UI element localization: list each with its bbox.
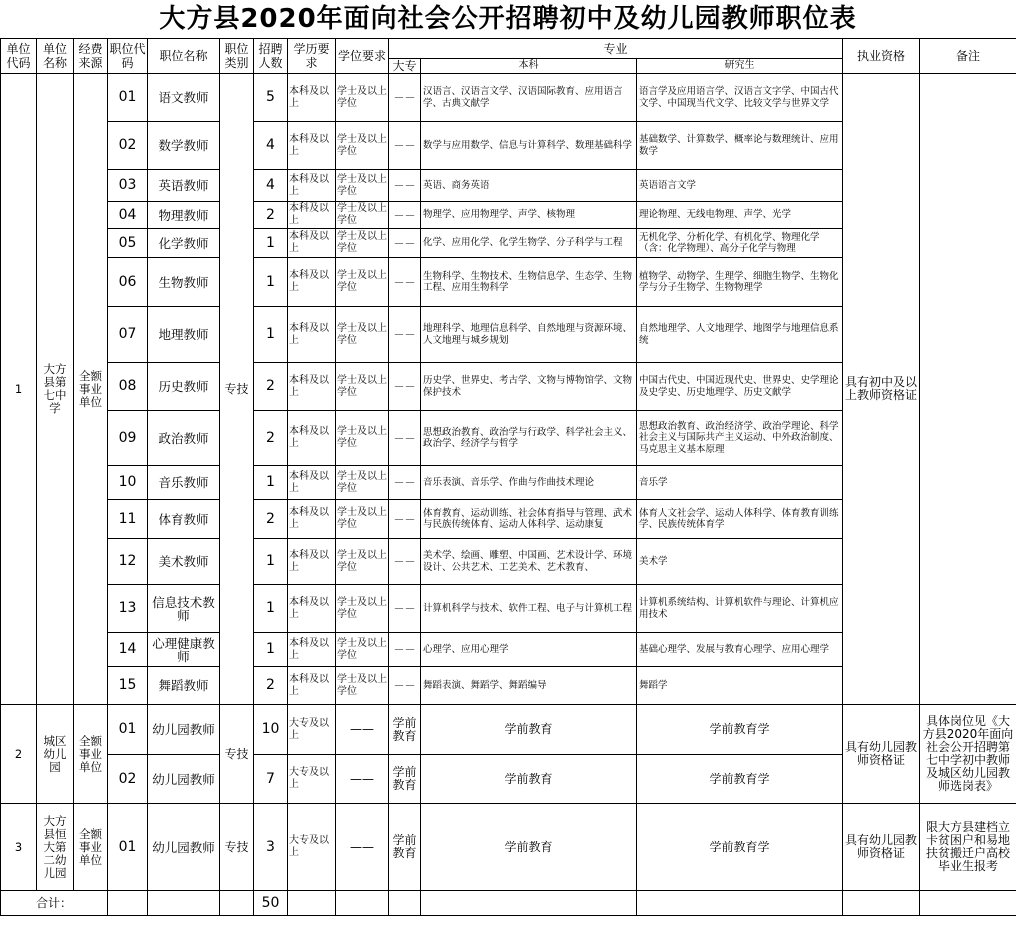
header-count: 招聘人数 <box>254 39 288 74</box>
total-count: 50 <box>254 891 288 916</box>
header-yanjiusheng: 研究生 <box>637 59 843 74</box>
major-benke: 美术学、绘画、雕塑、中国画、艺术设计学、环境设计、公共艺术、工艺美术、艺术教育、 <box>421 539 637 585</box>
table-row <box>1 705 1016 755</box>
position-name: 幼儿园教师 <box>148 705 220 755</box>
position-name: 物理教师 <box>148 202 220 229</box>
major-benke: 音乐表演、音乐学、作曲与作曲技术理论 <box>421 466 637 500</box>
hire-count: 1 <box>254 585 288 633</box>
hire-count: 1 <box>254 633 288 667</box>
major-dazhuan: －－ <box>389 466 421 500</box>
major-benke: 心理学、应用心理学 <box>421 633 637 667</box>
major-dazhuan: －－ <box>389 122 421 170</box>
position-name: 地理教师 <box>148 307 220 363</box>
major-dazhuan: 学前教育 <box>389 705 421 755</box>
major-dazhuan: －－ <box>389 500 421 539</box>
degree-requirement: 学士及以上学位 <box>336 411 389 466</box>
degree-requirement: —— <box>336 755 389 804</box>
education-requirement: 本科及以上 <box>288 202 336 229</box>
major-benke: 数学与应用数学、信息与计算科学、数理基础科学 <box>421 122 637 170</box>
hire-count: 2 <box>254 202 288 229</box>
major-yanjiusheng: 学前教育学 <box>637 804 843 891</box>
position-name: 幼儿园教师 <box>148 804 220 891</box>
header-benke: 本科 <box>421 59 637 74</box>
major-yanjiusheng: 学前教育学 <box>637 705 843 755</box>
major-benke: 历史学、世界史、考古学、文物与博物馆学、文物保护技术 <box>421 363 637 411</box>
major-yanjiusheng: 舞蹈学 <box>637 667 843 705</box>
hire-count: 2 <box>254 363 288 411</box>
major-dazhuan: －－ <box>389 170 421 202</box>
major-yanjiusheng: 音乐学 <box>637 466 843 500</box>
education-requirement: 大专及以上 <box>288 705 336 755</box>
hire-count: 2 <box>254 411 288 466</box>
major-yanjiusheng: 无机化学、分析化学、有机化学、物理化学（含：化学物理）、高分子化学与物理 <box>637 229 843 258</box>
position-code: 10 <box>108 466 148 500</box>
hire-count: 2 <box>254 667 288 705</box>
empty-cell <box>637 891 843 916</box>
empty-cell <box>389 891 421 916</box>
degree-requirement: 学士及以上学位 <box>336 363 389 411</box>
major-yanjiusheng: 语言学及应用语言学、汉语言文字学、中国古代文学、中国现当代文学、比较文学与世界文学 <box>637 74 843 122</box>
position-name: 历史教师 <box>148 363 220 411</box>
position-code: 01 <box>108 804 148 891</box>
unit-funding: 全额事业单位 <box>74 705 108 804</box>
header-funding: 经费来源 <box>74 39 108 74</box>
position-name: 幼儿园教师 <box>148 755 220 804</box>
position-code: 12 <box>108 539 148 585</box>
position-code: 06 <box>108 258 148 307</box>
certificate-requirement: 具有初中及以上教师资格证 <box>843 74 920 705</box>
major-dazhuan: －－ <box>389 539 421 585</box>
total-label: 合计： <box>1 891 108 916</box>
hire-count: 1 <box>254 307 288 363</box>
position-code: 05 <box>108 229 148 258</box>
degree-requirement: 学士及以上学位 <box>336 229 389 258</box>
position-code: 13 <box>108 585 148 633</box>
major-yanjiusheng: 美术学 <box>637 539 843 585</box>
unit-code: 2 <box>1 705 37 804</box>
major-benke: 体育教育、运动训练、社会体育指导与管理、武术与民族传统体育、运动人体科学、运动康复 <box>421 500 637 539</box>
major-yanjiusheng: 体育人文社会学、运动人体科学、体育教育训练学、民族传统体育学 <box>637 500 843 539</box>
major-benke: 汉语言、汉语言文学、汉语国际教育、应用语言学、古典文献学 <box>421 74 637 122</box>
education-requirement: 本科及以上 <box>288 170 336 202</box>
position-code: 11 <box>108 500 148 539</box>
major-benke: 计算机科学与技术、软件工程、电子与计算机工程 <box>421 585 637 633</box>
major-yanjiusheng: 植物学、动物学、生理学、细胞生物学、生物化学与分子生物学、生物物理学 <box>637 258 843 307</box>
major-yanjiusheng: 自然地理学、人文地理学、地图学与地理信息系统 <box>637 307 843 363</box>
major-benke: 地理科学、地理信息科学、自然地理与资源环境、人文地理与城乡规划 <box>421 307 637 363</box>
education-requirement: 本科及以上 <box>288 307 336 363</box>
position-code: 01 <box>108 74 148 122</box>
degree-requirement: 学士及以上学位 <box>336 500 389 539</box>
major-dazhuan: －－ <box>389 667 421 705</box>
header-degree: 学位要求 <box>336 39 389 74</box>
major-dazhuan: －－ <box>389 202 421 229</box>
major-yanjiusheng: 英语语言文学 <box>637 170 843 202</box>
position-name: 政治教师 <box>148 411 220 466</box>
unit-name: 大方县第七中学 <box>37 74 74 705</box>
certificate-requirement: 具有幼儿园教师资格证 <box>843 705 920 804</box>
major-benke: 物理学、应用物理学、声学、核物理 <box>421 202 637 229</box>
degree-requirement: 学士及以上学位 <box>336 667 389 705</box>
position-name: 英语教师 <box>148 170 220 202</box>
position-name: 舞蹈教师 <box>148 667 220 705</box>
major-dazhuan: 学前教育 <box>389 804 421 891</box>
unit-name: 大方县恒大第二幼儿园 <box>37 804 74 891</box>
education-requirement: 本科及以上 <box>288 258 336 307</box>
education-requirement: 本科及以上 <box>288 466 336 500</box>
major-dazhuan: 学前教育 <box>389 755 421 804</box>
major-dazhuan: －－ <box>389 307 421 363</box>
position-type: 专技 <box>220 74 254 705</box>
header-remark: 备注 <box>920 39 1016 74</box>
header-unit-name: 单位名称 <box>37 39 74 74</box>
header-unit-code: 单位代码 <box>1 39 37 74</box>
empty-cell <box>220 891 254 916</box>
position-name: 体育教师 <box>148 500 220 539</box>
hire-count: 1 <box>254 258 288 307</box>
major-dazhuan: －－ <box>389 74 421 122</box>
position-name: 音乐教师 <box>148 466 220 500</box>
position-code: 02 <box>108 122 148 170</box>
position-code: 15 <box>108 667 148 705</box>
education-requirement: 本科及以上 <box>288 667 336 705</box>
header-position-type: 职位类别 <box>220 39 254 74</box>
empty-cell <box>843 891 920 916</box>
header-position-code: 职位代码 <box>108 39 148 74</box>
education-requirement: 本科及以上 <box>288 411 336 466</box>
education-requirement: 本科及以上 <box>288 585 336 633</box>
header-major: 专业 <box>389 39 843 59</box>
position-code: 08 <box>108 363 148 411</box>
degree-requirement: —— <box>336 804 389 891</box>
position-name: 心理健康教师 <box>148 633 220 667</box>
major-benke: 学前教育 <box>421 804 637 891</box>
degree-requirement: 学士及以上学位 <box>336 202 389 229</box>
degree-requirement: —— <box>336 705 389 755</box>
degree-requirement: 学士及以上学位 <box>336 74 389 122</box>
unit-code: 3 <box>1 804 37 891</box>
degree-requirement: 学士及以上学位 <box>336 585 389 633</box>
table-header <box>1 39 1016 74</box>
empty-cell <box>920 891 1016 916</box>
position-name: 美术教师 <box>148 539 220 585</box>
major-benke: 学前教育 <box>421 755 637 804</box>
position-name: 数学教师 <box>148 122 220 170</box>
major-dazhuan: －－ <box>389 411 421 466</box>
table-row <box>1 74 1016 122</box>
empty-cell <box>108 891 148 916</box>
header-dazhuan: 大专 <box>389 59 421 74</box>
unit-funding: 全额事业单位 <box>74 74 108 705</box>
major-yanjiusheng: 计算机系统结构、计算机软件与理论、计算机应用技术 <box>637 585 843 633</box>
education-requirement: 本科及以上 <box>288 633 336 667</box>
major-benke: 生物科学、生物技术、生物信息学、生态学、生物工程、应用生物科学 <box>421 258 637 307</box>
hire-count: 1 <box>254 539 288 585</box>
hire-count: 2 <box>254 500 288 539</box>
table-body <box>1 74 1016 916</box>
major-dazhuan: －－ <box>389 633 421 667</box>
remark <box>920 74 1016 705</box>
empty-cell <box>288 891 336 916</box>
hire-count: 4 <box>254 122 288 170</box>
degree-requirement: 学士及以上学位 <box>336 307 389 363</box>
empty-cell <box>421 891 637 916</box>
major-yanjiusheng: 思想政治教育、政治经济学、政治学理论、科学社会主义与国际共产主义运动、中外政治制度、马克思主义基本原理 <box>637 411 843 466</box>
position-code: 02 <box>108 755 148 804</box>
degree-requirement: 学士及以上学位 <box>336 258 389 307</box>
major-dazhuan: －－ <box>389 229 421 258</box>
header-position-name: 职位名称 <box>148 39 220 74</box>
position-type: 专技 <box>220 804 254 891</box>
major-benke: 英语、商务英语 <box>421 170 637 202</box>
position-name: 语文教师 <box>148 74 220 122</box>
certificate-requirement: 具有幼儿园教师资格证 <box>843 804 920 891</box>
hire-count: 1 <box>254 229 288 258</box>
page-title: 大方县2020年面向社会公开招聘初中及幼儿园教师职位表 <box>159 4 857 34</box>
degree-requirement: 学士及以上学位 <box>336 170 389 202</box>
education-requirement: 大专及以上 <box>288 755 336 804</box>
degree-requirement: 学士及以上学位 <box>336 122 389 170</box>
position-name: 信息技术教师 <box>148 585 220 633</box>
header-certificate: 执业资格 <box>843 39 920 74</box>
hire-count: 3 <box>254 804 288 891</box>
major-dazhuan: －－ <box>389 363 421 411</box>
hire-count: 1 <box>254 466 288 500</box>
hire-count: 10 <box>254 705 288 755</box>
major-benke: 化学、应用化学、化学生物学、分子科学与工程 <box>421 229 637 258</box>
major-dazhuan: －－ <box>389 258 421 307</box>
total-row <box>1 891 1016 916</box>
hire-count: 4 <box>254 170 288 202</box>
education-requirement: 大专及以上 <box>288 804 336 891</box>
position-code: 01 <box>108 705 148 755</box>
position-code: 14 <box>108 633 148 667</box>
major-yanjiusheng: 理论物理、无线电物理、声学、光学 <box>637 202 843 229</box>
degree-requirement: 学士及以上学位 <box>336 539 389 585</box>
major-benke: 学前教育 <box>421 705 637 755</box>
header-education: 学历要求 <box>288 39 336 74</box>
position-table <box>0 38 1016 916</box>
education-requirement: 本科及以上 <box>288 122 336 170</box>
position-code: 07 <box>108 307 148 363</box>
major-dazhuan: －－ <box>389 585 421 633</box>
degree-requirement: 学士及以上学位 <box>336 633 389 667</box>
degree-requirement: 学士及以上学位 <box>336 466 389 500</box>
major-yanjiusheng: 中国古代史、中国近现代史、世界史、史学理论及史学史、历史地理学、历史文献学 <box>637 363 843 411</box>
position-type: 专技 <box>220 705 254 804</box>
position-code: 04 <box>108 202 148 229</box>
empty-cell <box>336 891 389 916</box>
major-benke: 思想政治教育、政治学与行政学、科学社会主义、政治学、经济学与哲学 <box>421 411 637 466</box>
major-benke: 舞蹈表演、舞蹈学、舞蹈编导 <box>421 667 637 705</box>
major-yanjiusheng: 基础数学、计算数学、概率论与数理统计、应用数学 <box>637 122 843 170</box>
position-code: 09 <box>108 411 148 466</box>
position-name: 化学教师 <box>148 229 220 258</box>
hire-count: 7 <box>254 755 288 804</box>
position-name: 生物教师 <box>148 258 220 307</box>
position-code: 03 <box>108 170 148 202</box>
unit-name: 城区幼儿园 <box>37 705 74 804</box>
major-yanjiusheng: 学前教育学 <box>637 755 843 804</box>
education-requirement: 本科及以上 <box>288 74 336 122</box>
major-yanjiusheng: 基础心理学、发展与教育心理学、应用心理学 <box>637 633 843 667</box>
education-requirement: 本科及以上 <box>288 363 336 411</box>
remark: 限大方县建档立卡贫困户和易地扶贫搬迁户高校毕业生报考 <box>920 804 1016 891</box>
unit-funding: 全额事业单位 <box>74 804 108 891</box>
education-requirement: 本科及以上 <box>288 500 336 539</box>
education-requirement: 本科及以上 <box>288 229 336 258</box>
empty-cell <box>148 891 220 916</box>
table-row <box>1 804 1016 891</box>
unit-code: 1 <box>1 74 37 705</box>
remark: 具体岗位见《大方县2020年面向社会公开招聘第七中学初中教师及城区幼儿园教师选岗表》 <box>920 705 1016 804</box>
education-requirement: 本科及以上 <box>288 539 336 585</box>
hire-count: 5 <box>254 74 288 122</box>
